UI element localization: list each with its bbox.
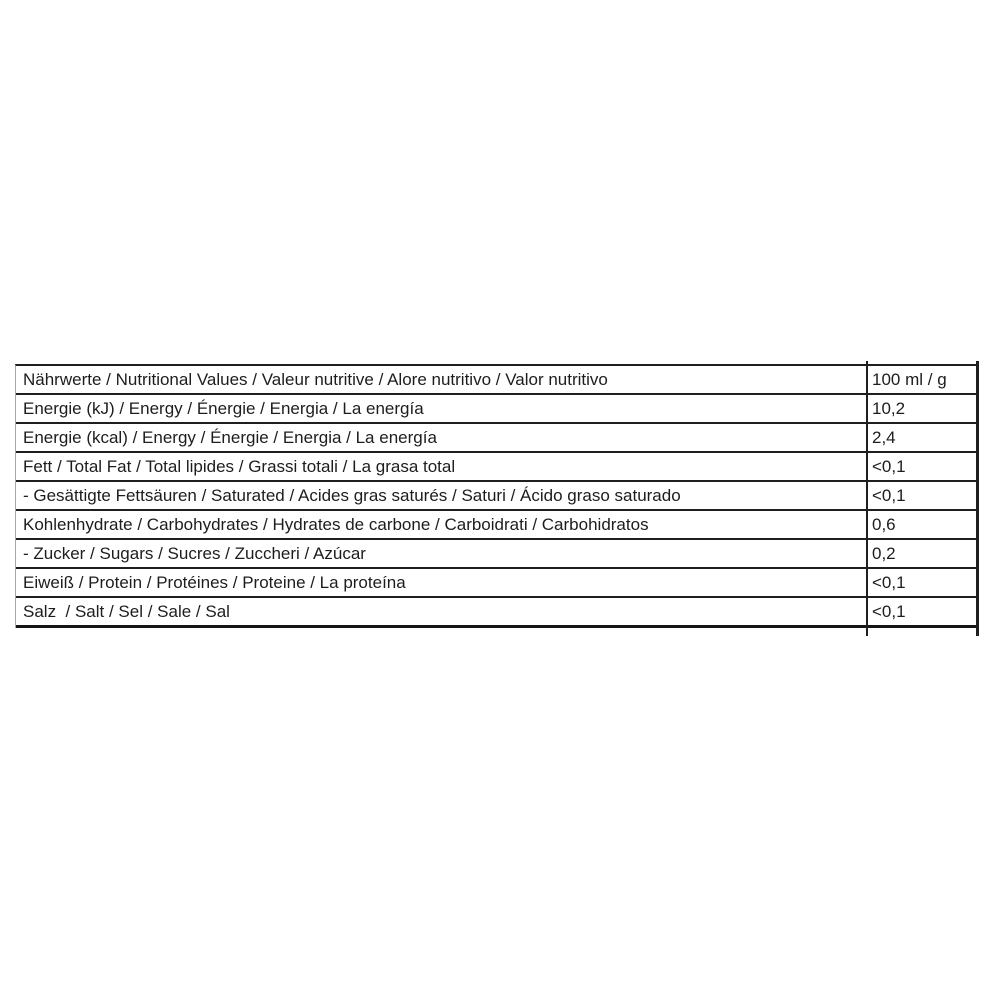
- nutrient-value-cell: 10,2: [872, 398, 906, 418]
- nutrient-label-cell: Fett / Total Fat / Total lipides / Grassi totali / La grasa total: [23, 456, 456, 476]
- table-row: [16, 598, 979, 628]
- table-row: [16, 453, 979, 482]
- nutrition-rows: [16, 366, 979, 628]
- nutrient-value-cell: <0,1: [872, 601, 906, 621]
- nutrient-label-cell: - Zucker / Sugars / Sucres / Zuccheri / Azúcar: [23, 543, 366, 563]
- table-row: [16, 424, 979, 453]
- nutrient-label-cell: Eiweiß / Protein / Protéines / Proteine / La proteína: [23, 572, 406, 592]
- column-separator-line: [866, 361, 868, 636]
- nutrient-value-cell: <0,1: [872, 456, 906, 476]
- nutrient-label-cell: Kohlenhydrate / Carbohydrates / Hydrates de carbone / Carboidrati / Carbohidratos: [23, 514, 649, 534]
- nutrient-value-cell: 2,4: [872, 427, 896, 447]
- nutrition-table: [15, 364, 979, 628]
- nutrient-label-cell: Energie (kJ) / Energy / Énergie / Energia / La energía: [23, 398, 424, 418]
- header-row: [16, 366, 979, 395]
- nutrient-value-cell: 0,6: [872, 514, 896, 534]
- header-value-cell: 100 ml / g: [872, 369, 947, 389]
- table-row: [16, 540, 979, 569]
- nutrient-label-cell: Energie (kcal) / Energy / Énergie / Energia / La energía: [23, 427, 437, 447]
- table-row: [16, 569, 979, 598]
- table-right-border-line: [976, 361, 979, 636]
- nutrient-value-cell: <0,1: [872, 572, 906, 592]
- table-row: [16, 482, 979, 511]
- table-row: [16, 511, 979, 540]
- nutrient-value-cell: <0,1: [872, 485, 906, 505]
- header-label-cell: Nährwerte / Nutritional Values / Valeur nutritive / Alore nutritivo / Valor nutritivo: [23, 369, 608, 389]
- nutrient-label-cell: Salz / Salt / Sel / Sale / Sal: [23, 601, 230, 621]
- table-row: [16, 395, 979, 424]
- nutrient-label-cell: - Gesättigte Fettsäuren / Saturated / Acides gras saturés / Saturi / Ácido graso saturado: [23, 485, 681, 505]
- nutrient-value-cell: 0,2: [872, 543, 896, 563]
